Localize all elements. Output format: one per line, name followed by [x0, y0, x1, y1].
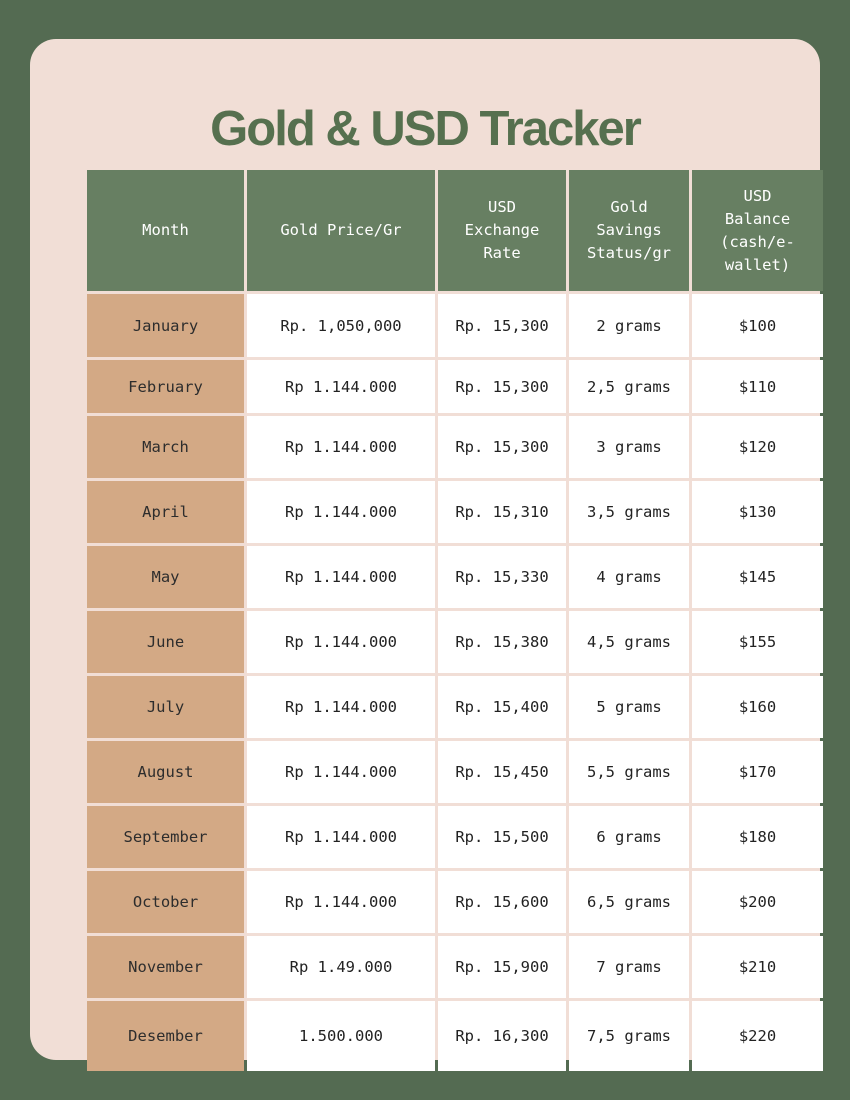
usd-rate-cell: Rp. 15,900	[438, 936, 566, 998]
gold-savings-cell: 2,5 grams	[569, 360, 689, 413]
gold-price-cell: Rp 1.144.000	[247, 871, 435, 933]
table-row	[87, 481, 823, 543]
table-row	[87, 871, 823, 933]
usd-rate-cell: Rp. 15,310	[438, 481, 566, 543]
usd-balance-cell: $210	[692, 936, 823, 998]
month-cell: September	[87, 806, 244, 868]
month-cell: May	[87, 546, 244, 608]
header-usd-balance: USD Balance (cash/e-wallet)	[692, 170, 823, 291]
gold-price-cell: Rp 1.49.000	[247, 936, 435, 998]
table-row	[87, 546, 823, 608]
usd-rate-cell: Rp. 15,300	[438, 416, 566, 478]
table-row	[87, 806, 823, 868]
month-cell: January	[87, 294, 244, 357]
tracker-table	[84, 167, 826, 1074]
gold-savings-cell: 4 grams	[569, 546, 689, 608]
usd-balance-cell: $100	[692, 294, 823, 357]
table-row	[87, 611, 823, 673]
table-header-row	[87, 170, 823, 291]
gold-price-cell: 1.500.000	[247, 1001, 435, 1071]
month-cell: February	[87, 360, 244, 413]
usd-balance-cell: $155	[692, 611, 823, 673]
usd-balance-cell: $170	[692, 741, 823, 803]
gold-savings-cell: 6 grams	[569, 806, 689, 868]
usd-rate-cell: Rp. 15,300	[438, 360, 566, 413]
usd-balance-cell: $110	[692, 360, 823, 413]
gold-savings-cell: 4,5 grams	[569, 611, 689, 673]
gold-savings-cell: 7 grams	[569, 936, 689, 998]
table-row	[87, 676, 823, 738]
header-month: Month	[87, 170, 244, 291]
gold-price-cell: Rp 1.144.000	[247, 360, 435, 413]
gold-price-cell: Rp. 1,050,000	[247, 294, 435, 357]
usd-balance-cell: $145	[692, 546, 823, 608]
month-cell: June	[87, 611, 244, 673]
usd-balance-cell: $160	[692, 676, 823, 738]
usd-balance-cell: $200	[692, 871, 823, 933]
usd-rate-cell: Rp. 15,380	[438, 611, 566, 673]
usd-balance-cell: $120	[692, 416, 823, 478]
table-row	[87, 416, 823, 478]
gold-price-cell: Rp 1.144.000	[247, 806, 435, 868]
table-row	[87, 936, 823, 998]
usd-balance-cell: $180	[692, 806, 823, 868]
usd-rate-cell: Rp. 15,300	[438, 294, 566, 357]
gold-price-cell: Rp 1.144.000	[247, 416, 435, 478]
usd-rate-cell: Rp. 15,600	[438, 871, 566, 933]
header-gold-savings: Gold Savings Status/gr	[569, 170, 689, 291]
table-row	[87, 1001, 823, 1071]
tracker-card	[30, 39, 820, 1060]
usd-balance-cell: $130	[692, 481, 823, 543]
table-row	[87, 294, 823, 357]
gold-savings-cell: 5,5 grams	[569, 741, 689, 803]
gold-savings-cell: 6,5 grams	[569, 871, 689, 933]
month-cell: July	[87, 676, 244, 738]
gold-savings-cell: 7,5 grams	[569, 1001, 689, 1071]
header-usd-rate: USD Exchange Rate	[438, 170, 566, 291]
header-gold-price: Gold Price/Gr	[247, 170, 435, 291]
gold-price-cell: Rp 1.144.000	[247, 741, 435, 803]
month-cell: August	[87, 741, 244, 803]
usd-rate-cell: Rp. 15,450	[438, 741, 566, 803]
usd-rate-cell: Rp. 15,400	[438, 676, 566, 738]
gold-price-cell: Rp 1.144.000	[247, 481, 435, 543]
table-row	[87, 360, 823, 413]
month-cell: March	[87, 416, 244, 478]
month-cell: Desember	[87, 1001, 244, 1071]
gold-price-cell: Rp 1.144.000	[247, 676, 435, 738]
month-cell: October	[87, 871, 244, 933]
usd-rate-cell: Rp. 15,500	[438, 806, 566, 868]
usd-balance-cell: $220	[692, 1001, 823, 1071]
table-row	[87, 741, 823, 803]
gold-savings-cell: 3 grams	[569, 416, 689, 478]
gold-savings-cell: 3,5 grams	[569, 481, 689, 543]
gold-savings-cell: 2 grams	[569, 294, 689, 357]
gold-savings-cell: 5 grams	[569, 676, 689, 738]
month-cell: April	[87, 481, 244, 543]
gold-price-cell: Rp 1.144.000	[247, 611, 435, 673]
month-cell: November	[87, 936, 244, 998]
page-title: Gold & USD Tracker	[210, 102, 640, 156]
gold-price-cell: Rp 1.144.000	[247, 546, 435, 608]
usd-rate-cell: Rp. 16,300	[438, 1001, 566, 1071]
usd-rate-cell: Rp. 15,330	[438, 546, 566, 608]
